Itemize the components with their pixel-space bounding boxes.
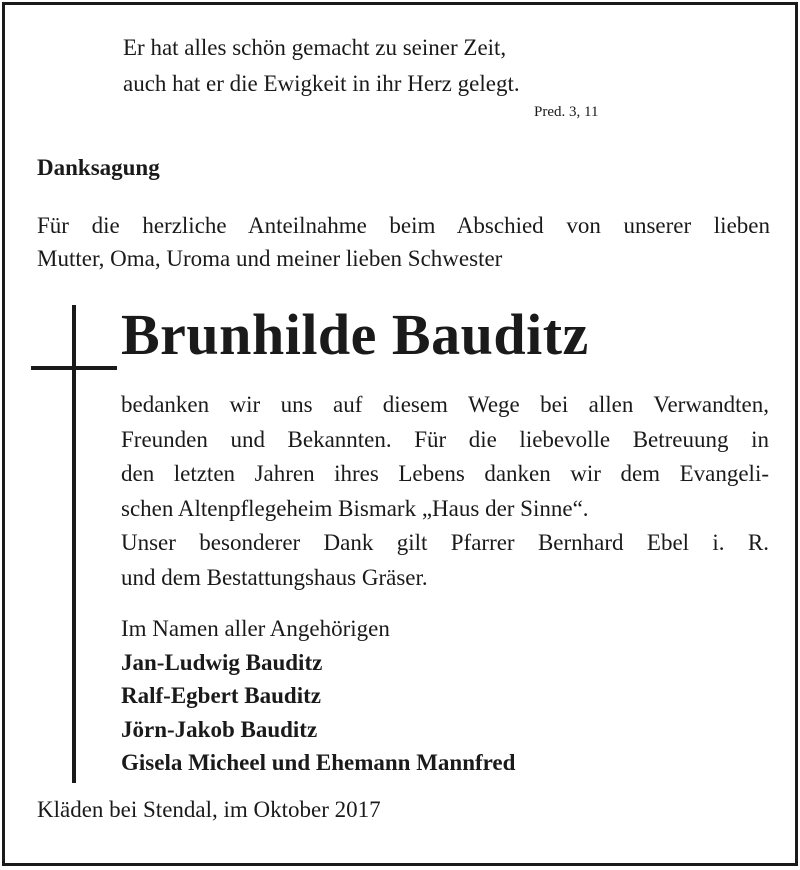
mourner-name: Jan-Ludwig Bauditz — [121, 649, 323, 675]
intro-paragraph — [37, 209, 770, 275]
quote-reference: Pred. 3, 11 — [534, 104, 599, 120]
mourner-name: Jörn-Jakob Bauditz — [121, 716, 318, 742]
quote-line-2: auch hat er die Ewigkeit in ihr Herz gelegt. — [123, 71, 520, 96]
mourner-name: Ralf-Egbert Bauditz — [121, 683, 321, 708]
body-line-3: den letzten Jahren ihres Lebens danken wir dem Evangeli- — [121, 461, 769, 486]
intro-line-1: Für die herzliche Anteilnahme beim Abschied von unserer lieben — [37, 213, 770, 238]
quote-line-1: Er hat alles schön gemacht zu seiner Zeit, — [123, 35, 507, 60]
body-line-4: schen Altenpflegeheim Bismark „Haus der Sinne“. — [121, 495, 589, 521]
notice-heading: Danksagung — [37, 155, 160, 180]
body-line-1: bedanken wir uns auf diesem Wege bei allen Verwandten, — [121, 392, 769, 417]
place-and-date: Kläden bei Stendal, im Oktober 2017 — [37, 797, 381, 822]
body-line-2: Freunden und Bekannten. Für die liebevolle Betreuung in — [121, 426, 769, 452]
mourner-name: Gisela Micheel und Ehemann Mannfred — [121, 750, 516, 775]
bible-quote — [123, 30, 520, 102]
signoff-block — [121, 612, 515, 780]
cross-icon-horizontal — [31, 366, 117, 370]
body-line-6: und dem Bestattungshaus Gräser. — [121, 564, 428, 590]
intro-line-2: Mutter, Oma, Uroma und meiner lieben Schwester — [37, 246, 503, 271]
thanks-paragraph — [121, 388, 769, 595]
cross-icon-vertical — [72, 305, 76, 783]
deceased-name: Brunhilde Bauditz — [121, 302, 589, 367]
body-line-5: Unser besonderer Dank gilt Pfarrer Bernhard Ebel i. R. — [121, 530, 769, 555]
signoff-intro: Im Namen aller Angehörigen — [121, 616, 390, 641]
